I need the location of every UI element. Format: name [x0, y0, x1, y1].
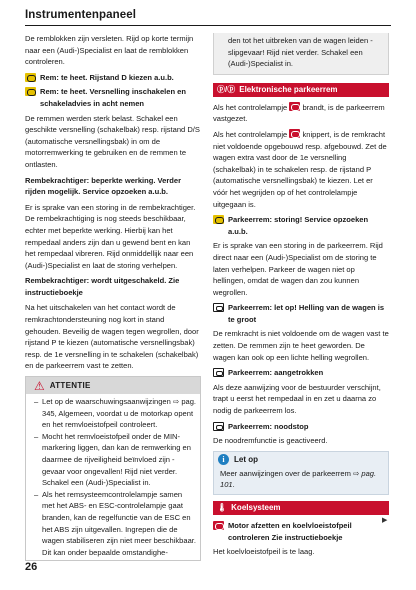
parking-brake-outline-icon	[213, 368, 224, 377]
warning-item: – Als het remsysteemcontrolelampje samen met het ABS- en ESC-controlelampje gaat branden, kan de regelfunctie van de ESC en het ABS zijn uitgevallen. Ingrepen die de wagen stabiliseren zijn niet meer beschikbaar. Dit kan onder bepaalde omstandighe-	[34, 489, 196, 559]
subheading: Rembekrachtiger: wordt uitgeschakeld. Zie instructieboekje	[25, 276, 180, 297]
parking-brake-outline-icon	[213, 422, 224, 431]
parking-brake-red-icon	[289, 102, 300, 111]
coolant-icon: 🌡	[217, 503, 228, 513]
indicator-text: Parkeerrem: let op! Helling van de wagen is te groot	[228, 303, 385, 324]
indicator-text: Parkeerrem: noodstop	[228, 421, 309, 431]
header-rule	[25, 25, 391, 26]
paragraph: Na het uitschakelen van het contact wordt de remkrachtondersteuning nog kort in stand gehouden. Beveilig de wagen tegen wegrollen, door rijstand P te kiezen (automatische versnellingsbak) resp. de 1e versnelling in te schakelen (schakelbak) en de parkeerrem vast te zetten.	[25, 303, 199, 371]
section-title: Elektronische parkeerrem	[239, 84, 338, 94]
indicator-text: Rem: te heet. Versnelling inschakelen en schakeladvies in acht nemen	[40, 87, 186, 108]
right-column	[213, 33, 389, 562]
note-header	[214, 452, 388, 468]
text: knippert, is de remkracht niet voldoende opgebouwd resp. afgebouwd. Zet de wagen extra vast door de 1e versnelling (schakelbak) in te schakelen resp. de rijstand P (automatische versnellingsbak) te kiezen. Let er vóór het wegrijden op of het controlelampje uitgegaan is.	[213, 129, 387, 209]
paragraph: De remblokken zijn versleten. Rijd op korte termijn naar een (Audi-)Specialist en laat de remblokken controleren.	[25, 34, 194, 67]
text: Als het controlelampje	[213, 129, 288, 139]
section-header-cooling	[213, 501, 389, 515]
warning-triangle-icon: ⚠	[34, 378, 45, 393]
info-icon: i	[218, 454, 229, 465]
warning-item: – Let op de waarschuwingsaanwijzingen ⇨ pag. 345, Algemeen, voordat u de motorkap opent en het remvloeistofpeil controleert.	[34, 396, 196, 431]
parking-brake-outline-icon	[213, 303, 224, 312]
section-header-parking-brake	[213, 83, 389, 97]
note-body	[214, 468, 388, 494]
indicator-text: Motor afzetten en koelvloeistofpeil controleren Zie instructieboekje	[228, 521, 352, 542]
indicator-parking-slope	[213, 302, 389, 325]
indicator-brake-hot-gear	[25, 86, 201, 109]
note-text: Meer aanwijzingen over de parkeerrem ⇨	[220, 468, 360, 478]
indicator-text: Rem: te heet. Rijstand D kiezen a.u.b.	[40, 72, 174, 82]
parking-brake-yellow-icon	[213, 215, 224, 224]
page-reference-link[interactable]: pag. 101	[220, 468, 377, 490]
paragraph: De remkracht is niet voldoende om de wagen vast te zetten. De remmen zijn te heet geworden. De wagen kan ook op een lichte helling wegrollen.	[213, 329, 389, 362]
warning-header	[26, 377, 200, 394]
left-column	[25, 33, 201, 561]
page-number: 26	[25, 561, 38, 573]
parking-brake-icon: ⓟ/ⓟ	[217, 84, 236, 94]
warning-continuation-text: den tot het uitbreken van de wagen leiden - slipgevaar! Rijd niet verder. Schakel een (Audi-)Specialist in.	[228, 36, 373, 69]
brake-warning-yellow-icon	[25, 87, 36, 96]
parking-brake-red-icon	[289, 129, 300, 138]
warning-title: ATTENTIE	[49, 380, 91, 390]
text: brandt, is de parkeerrem vastgezet.	[213, 102, 385, 124]
section-title: Koelsysteem	[231, 503, 281, 513]
continue-arrow-icon: ▶	[382, 517, 388, 524]
paragraph	[213, 129, 389, 210]
subheading: Rembekrachtiger: beperkte werking. Verder rijden mogelijk. Service opzoeken a.u.b.	[25, 175, 182, 197]
paragraph: De noodremfunctie is geactiveerd.	[213, 436, 328, 446]
warning-continuation	[213, 33, 389, 75]
paragraph: De remmen werden sterk belast. Schakel een geschikte versnelling (schakelbak) resp. rijstand D/S (automatische versnellingsbak) in om de motorremwerking te gebruiken en de remmen te ontlasten.	[25, 113, 200, 169]
indicator-text: Parkeerrem: aangetrokken	[228, 368, 324, 378]
indicator-text: Parkeerrem: storing! Service opzoeken a.u.b.	[228, 215, 369, 236]
paragraph	[213, 102, 389, 125]
warning-box	[25, 376, 201, 561]
paragraph: Er is sprake van een storing in de rembekrachtiger. De rembekrachtiging is nog steeds beschikbaar, echter met beperkte werking. Hierbij kan het rempedaal anders zijn dan u gewend bent en kan het rempedaal vibreren. Rijd onmiddellijk naar een (Audi-)Specialist en laat de storing verhelpen.	[25, 202, 196, 270]
brake-warning-yellow-icon	[25, 73, 36, 82]
paragraph: Als deze aanwijzing voor de bestuurder verschijnt, trapt u eerst het rempedaal in en zet u daarna zo nodig de parkeerrem los.	[213, 382, 381, 416]
coolant-red-icon	[213, 521, 224, 530]
text: Als het controlelampje	[213, 102, 288, 112]
paragraph: Er is sprake van een storing in de parkeerrem. Rijd direct naar een (Audi-)Specialist om de storing te laten verhelpen. Parkeer de wagen niet op hellingen, omdat de wagen dan zou kunnen wegrollen.	[213, 241, 383, 297]
indicator-parking-applied	[213, 367, 389, 379]
indicator-emergency-stop	[213, 421, 389, 433]
indicator-coolant	[213, 520, 389, 543]
paragraph: Het koelvloeistofpeil is te laag.	[213, 547, 315, 557]
indicator-parking-fault	[213, 214, 389, 237]
warning-list	[26, 394, 200, 560]
note-box	[213, 451, 389, 495]
indicator-brake-hot-d	[25, 72, 201, 84]
note-title: Let op	[234, 455, 258, 465]
warning-item: – Mocht het remvloeistofpeil onder de MIN-markering liggen, dan kan de remwerking en daarmee de rijveiligheid beïnvloed zijn - gevaar voor ongevallen! Rijd niet verder. Schakel een (Audi-)Specialist in.	[34, 431, 196, 489]
page-header	[25, 9, 391, 27]
note-text: .	[232, 480, 235, 490]
page-title: Instrumentenpaneel	[25, 9, 137, 21]
